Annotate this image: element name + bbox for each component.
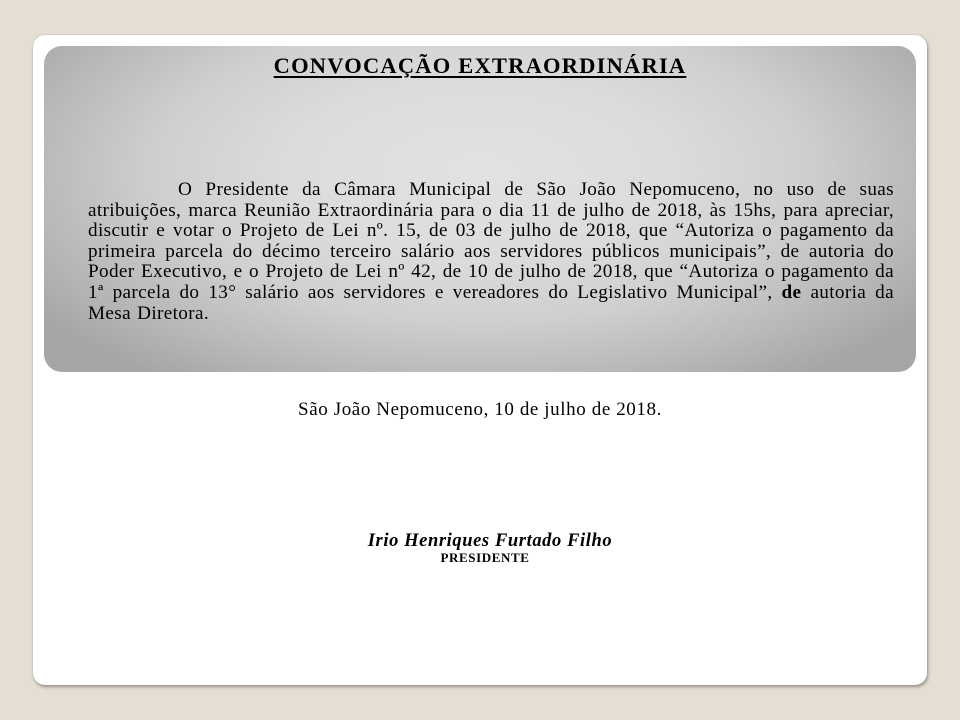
body-text-bold-word: de bbox=[781, 281, 802, 303]
convocation-body bbox=[88, 180, 894, 324]
signatory-name: Irio Henriques Furtado Filho bbox=[367, 531, 613, 551]
document-title bbox=[0, 52, 960, 80]
body-text-part1: O Presidente da Câmara Municipal de São João Nepomuceno, no uso de suas atribuições, marca Reunião Extraordinária para o dia 11 de julho de 2018, às 15hs, para apreciar, discutir e votar o Projeto de Lei nº. 15, de 03 de julho de 2018, que “Autoriza o pagamento da primeira parcela do décimo terceiro salário aos servidores públicos municipais”, de autoria do Poder Executivo, e o Projeto de Lei nº 42, de 10 de julho de 2018, que “Autoriza o pagamento da 1ª parcela do 13° salário aos servidores e vereadores do Legislativo Municipal”, bbox=[88, 179, 894, 303]
body-text-part2: autoria da Mesa Diretora. bbox=[88, 281, 894, 324]
document-title-text: CONVOCAÇÃO EXTRAORDINÁRIA bbox=[273, 53, 687, 78]
signatory-role: PRESIDENTE bbox=[440, 550, 530, 565]
place-and-date: São João Nepomuceno, 10 de julho de 2018. bbox=[298, 399, 662, 420]
